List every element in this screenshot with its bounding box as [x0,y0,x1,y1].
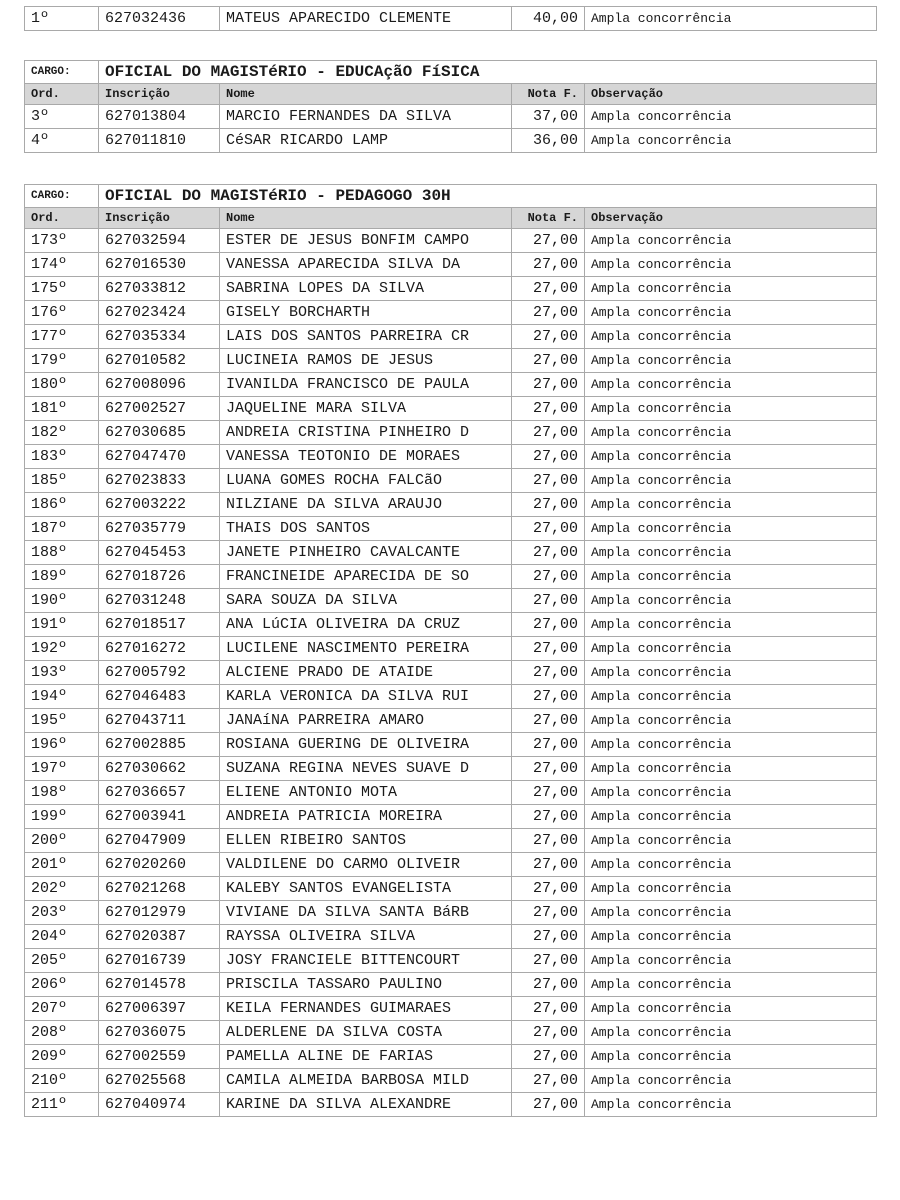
cargo-table [24,184,877,1117]
nome-cell: FRANCINEIDE APARECIDA DE SO [220,565,512,589]
nota-cell: 27,00 [512,229,585,253]
table-row [25,517,877,541]
header-inscricao: Inscrição [99,208,220,229]
observacao-cell: Ampla concorrência [585,709,877,733]
inscricao-cell: 627043711 [99,709,220,733]
observacao-cell: Ampla concorrência [585,685,877,709]
ord-cell: 208º [25,1021,99,1045]
inscricao-cell: 627012979 [99,901,220,925]
ord-cell: 207º [25,997,99,1021]
ord-cell: 188º [25,541,99,565]
observacao-cell: Ampla concorrência [585,925,877,949]
observacao-cell: Ampla concorrência [585,949,877,973]
nome-cell: ROSIANA GUERING DE OLIVEIRA [220,733,512,757]
table-row [25,565,877,589]
nota-cell: 27,00 [512,373,585,397]
table-row [25,349,877,373]
table-row [25,1021,877,1045]
nota-cell: 27,00 [512,1069,585,1093]
nota-cell: 36,00 [512,129,585,153]
table-row [25,925,877,949]
observacao-cell: Ampla concorrência [585,129,877,153]
section-gap [24,153,876,184]
column-header-row [25,208,877,229]
nota-cell: 27,00 [512,565,585,589]
inscricao-cell: 627016272 [99,637,220,661]
table-row [25,805,877,829]
inscricao-cell: 627035334 [99,325,220,349]
table-row [25,493,877,517]
ord-cell: 177º [25,325,99,349]
observacao-cell: Ampla concorrência [585,757,877,781]
nome-cell: ELLEN RIBEIRO SANTOS [220,829,512,853]
nota-cell: 27,00 [512,925,585,949]
nota-cell: 27,00 [512,685,585,709]
nota-cell: 27,00 [512,469,585,493]
inscricao-cell: 627003941 [99,805,220,829]
nome-cell: SABRINA LOPES DA SILVA [220,277,512,301]
ord-cell: 210º [25,1069,99,1093]
nome-cell: MATEUS APARECIDO CLEMENTE [220,7,512,31]
nome-cell: JOSY FRANCIELE BITTENCOURT [220,949,512,973]
table-row [25,877,877,901]
observacao-cell: Ampla concorrência [585,7,877,31]
table-row [25,853,877,877]
ord-cell: 211º [25,1093,99,1117]
inscricao-cell: 627020260 [99,853,220,877]
table-row [25,301,877,325]
ord-cell: 183º [25,445,99,469]
table-row [25,613,877,637]
ord-cell: 193º [25,661,99,685]
nota-cell: 40,00 [512,7,585,31]
nome-cell: GISELY BORCHARTH [220,301,512,325]
cargo-row [25,185,877,208]
table-row [25,325,877,349]
table-row [25,781,877,805]
observacao-cell: Ampla concorrência [585,541,877,565]
ord-cell: 204º [25,925,99,949]
inscricao-cell: 627006397 [99,997,220,1021]
nome-cell: ESTER DE JESUS BONFIM CAMPO [220,229,512,253]
inscricao-cell: 627031248 [99,589,220,613]
nota-cell: 27,00 [512,421,585,445]
nome-cell: SARA SOUZA DA SILVA [220,589,512,613]
inscricao-cell: 627023833 [99,469,220,493]
ord-cell: 4º [25,129,99,153]
nota-cell: 27,00 [512,709,585,733]
nota-cell: 27,00 [512,517,585,541]
ord-cell: 174º [25,253,99,277]
observacao-cell: Ampla concorrência [585,805,877,829]
ord-cell: 206º [25,973,99,997]
nome-cell: THAIS DOS SANTOS [220,517,512,541]
nota-cell: 27,00 [512,829,585,853]
table-row [25,1069,877,1093]
nota-cell: 27,00 [512,877,585,901]
ord-cell: 175º [25,277,99,301]
inscricao-cell: 627035779 [99,517,220,541]
nome-cell: ALCIENE PRADO DE ATAIDE [220,661,512,685]
ord-cell: 187º [25,517,99,541]
ord-cell: 176º [25,301,99,325]
nome-cell: PRISCILA TASSARO PAULINO [220,973,512,997]
observacao-cell: Ampla concorrência [585,853,877,877]
table-row [25,829,877,853]
observacao-cell: Ampla concorrência [585,565,877,589]
ord-cell: 192º [25,637,99,661]
nota-cell: 27,00 [512,997,585,1021]
header-nota: Nota F. [512,84,585,105]
inscricao-cell: 627002559 [99,1045,220,1069]
inscricao-cell: 627025568 [99,1069,220,1093]
observacao-cell: Ampla concorrência [585,301,877,325]
nome-cell: VIVIANE DA SILVA SANTA BáRB [220,901,512,925]
ord-cell: 197º [25,757,99,781]
observacao-cell: Ampla concorrência [585,901,877,925]
observacao-cell: Ampla concorrência [585,1069,877,1093]
inscricao-cell: 627036075 [99,1021,220,1045]
nome-cell: ANA LúCIA OLIVEIRA DA CRUZ [220,613,512,637]
inscricao-cell: 627032436 [99,7,220,31]
ord-cell: 205º [25,949,99,973]
top-table [24,6,877,31]
nome-cell: JANETE PINHEIRO CAVALCANTE [220,541,512,565]
nota-cell: 37,00 [512,105,585,129]
table-row [25,105,877,129]
observacao-cell: Ampla concorrência [585,997,877,1021]
nome-cell: CéSAR RICARDO LAMP [220,129,512,153]
inscricao-cell: 627016530 [99,253,220,277]
nome-cell: RAYSSA OLIVEIRA SILVA [220,925,512,949]
inscricao-cell: 627021268 [99,877,220,901]
inscricao-cell: 627047909 [99,829,220,853]
inscricao-cell: 627047470 [99,445,220,469]
table-row [25,253,877,277]
nota-cell: 27,00 [512,853,585,877]
inscricao-cell: 627030685 [99,421,220,445]
nome-cell: KARINE DA SILVA ALEXANDRE [220,1093,512,1117]
inscricao-cell: 627010582 [99,349,220,373]
table-row [25,129,877,153]
nota-cell: 27,00 [512,949,585,973]
nota-cell: 27,00 [512,301,585,325]
observacao-cell: Ampla concorrência [585,661,877,685]
header-nota: Nota F. [512,208,585,229]
table-row [25,469,877,493]
nota-cell: 27,00 [512,805,585,829]
section-gap [24,31,876,60]
observacao-cell: Ampla concorrência [585,781,877,805]
inscricao-cell: 627002885 [99,733,220,757]
ord-cell: 1º [25,7,99,31]
inscricao-cell: 627008096 [99,373,220,397]
inscricao-cell: 627020387 [99,925,220,949]
ord-cell: 189º [25,565,99,589]
observacao-cell: Ampla concorrência [585,973,877,997]
sections-container [24,31,876,1117]
nota-cell: 27,00 [512,661,585,685]
observacao-cell: Ampla concorrência [585,349,877,373]
nome-cell: LAIS DOS SANTOS PARREIRA CR [220,325,512,349]
nome-cell: CAMILA ALMEIDA BARBOSA MILD [220,1069,512,1093]
table-row [25,445,877,469]
table-row [25,661,877,685]
table-row [25,757,877,781]
observacao-cell: Ampla concorrência [585,493,877,517]
observacao-cell: Ampla concorrência [585,613,877,637]
observacao-cell: Ampla concorrência [585,517,877,541]
nome-cell: PAMELLA ALINE DE FARIAS [220,1045,512,1069]
ord-cell: 182º [25,421,99,445]
ord-cell: 181º [25,397,99,421]
nome-cell: ANDREIA PATRICIA MOREIRA [220,805,512,829]
observacao-cell: Ampla concorrência [585,469,877,493]
inscricao-cell: 627011810 [99,129,220,153]
nota-cell: 27,00 [512,589,585,613]
nome-cell: VANESSA APARECIDA SILVA DA [220,253,512,277]
nota-cell: 27,00 [512,1045,585,1069]
table-row [25,733,877,757]
nome-cell: LUANA GOMES ROCHA FALCãO [220,469,512,493]
ord-cell: 191º [25,613,99,637]
nome-cell: ALDERLENE DA SILVA COSTA [220,1021,512,1045]
table-row [25,901,877,925]
inscricao-cell: 627023424 [99,301,220,325]
ord-cell: 200º [25,829,99,853]
inscricao-cell: 627033812 [99,277,220,301]
nome-cell: ANDREIA CRISTINA PINHEIRO D [220,421,512,445]
nome-cell: IVANILDA FRANCISCO DE PAULA [220,373,512,397]
ord-cell: 173º [25,229,99,253]
observacao-cell: Ampla concorrência [585,421,877,445]
nota-cell: 27,00 [512,397,585,421]
header-ord: Ord. [25,84,99,105]
observacao-cell: Ampla concorrência [585,733,877,757]
observacao-cell: Ampla concorrência [585,373,877,397]
nota-cell: 27,00 [512,973,585,997]
observacao-cell: Ampla concorrência [585,637,877,661]
nota-cell: 27,00 [512,1093,585,1117]
nota-cell: 27,00 [512,253,585,277]
header-nome: Nome [220,208,512,229]
table-row [25,373,877,397]
nome-cell: KEILA FERNANDES GUIMARAES [220,997,512,1021]
cargo-name: OFICIAL DO MAGISTéRIO - PEDAGOGO 30H [99,185,877,208]
table-row [25,997,877,1021]
ord-cell: 190º [25,589,99,613]
observacao-cell: Ampla concorrência [585,229,877,253]
nome-cell: ELIENE ANTONIO MOTA [220,781,512,805]
nota-cell: 27,00 [512,445,585,469]
inscricao-cell: 627002527 [99,397,220,421]
inscricao-cell: 627046483 [99,685,220,709]
ord-cell: 196º [25,733,99,757]
header-inscricao: Inscrição [99,84,220,105]
ord-cell: 180º [25,373,99,397]
nome-cell: KALEBY SANTOS EVANGELISTA [220,877,512,901]
ord-cell: 194º [25,685,99,709]
header-observacao: Observação [585,208,877,229]
nota-cell: 27,00 [512,901,585,925]
observacao-cell: Ampla concorrência [585,445,877,469]
table-row [25,1045,877,1069]
nota-cell: 27,00 [512,781,585,805]
table-row [25,589,877,613]
inscricao-cell: 627013804 [99,105,220,129]
ord-cell: 209º [25,1045,99,1069]
nota-cell: 27,00 [512,493,585,517]
inscricao-cell: 627005792 [99,661,220,685]
header-nome: Nome [220,84,512,105]
table-row [25,397,877,421]
inscricao-cell: 627030662 [99,757,220,781]
observacao-cell: Ampla concorrência [585,1021,877,1045]
observacao-cell: Ampla concorrência [585,253,877,277]
observacao-cell: Ampla concorrência [585,589,877,613]
table-row [25,637,877,661]
inscricao-cell: 627018517 [99,613,220,637]
nota-cell: 27,00 [512,757,585,781]
nome-cell: JAQUELINE MARA SILVA [220,397,512,421]
cargo-name: OFICIAL DO MAGISTéRIO - EDUCAçãO FíSICA [99,61,877,84]
inscricao-cell: 627040974 [99,1093,220,1117]
inscricao-cell: 627016739 [99,949,220,973]
ord-cell: 186º [25,493,99,517]
observacao-cell: Ampla concorrência [585,105,877,129]
ord-cell: 3º [25,105,99,129]
nome-cell: LUCILENE NASCIMENTO PEREIRA [220,637,512,661]
nota-cell: 27,00 [512,637,585,661]
nome-cell: SUZANA REGINA NEVES SUAVE D [220,757,512,781]
table-row [25,973,877,997]
nota-cell: 27,00 [512,277,585,301]
observacao-cell: Ampla concorrência [585,277,877,301]
inscricao-cell: 627018726 [99,565,220,589]
ord-cell: 203º [25,901,99,925]
ord-cell: 179º [25,349,99,373]
nota-cell: 27,00 [512,349,585,373]
inscricao-cell: 627003222 [99,493,220,517]
header-ord: Ord. [25,208,99,229]
table-row [25,229,877,253]
observacao-cell: Ampla concorrência [585,325,877,349]
cargo-label: CARGO: [25,185,99,208]
nome-cell: NILZIANE DA SILVA ARAUJO [220,493,512,517]
inscricao-cell: 627014578 [99,973,220,997]
nome-cell: KARLA VERONICA DA SILVA RUI [220,685,512,709]
table-row [25,1093,877,1117]
inscricao-cell: 627036657 [99,781,220,805]
inscricao-cell: 627045453 [99,541,220,565]
observacao-cell: Ampla concorrência [585,829,877,853]
nota-cell: 27,00 [512,733,585,757]
cargo-row [25,61,877,84]
column-header-row [25,84,877,105]
table-row [25,7,877,31]
table-row [25,541,877,565]
ord-cell: 201º [25,853,99,877]
nota-cell: 27,00 [512,613,585,637]
ord-cell: 199º [25,805,99,829]
nome-cell: LUCINEIA RAMOS DE JESUS [220,349,512,373]
table-row [25,421,877,445]
observacao-cell: Ampla concorrência [585,1093,877,1117]
table-row [25,949,877,973]
ord-cell: 198º [25,781,99,805]
ord-cell: 202º [25,877,99,901]
nome-cell: MARCIO FERNANDES DA SILVA [220,105,512,129]
observacao-cell: Ampla concorrência [585,877,877,901]
table-row [25,277,877,301]
results-document [24,6,876,1117]
observacao-cell: Ampla concorrência [585,1045,877,1069]
ord-cell: 195º [25,709,99,733]
nota-cell: 27,00 [512,325,585,349]
nota-cell: 27,00 [512,1021,585,1045]
nome-cell: VANESSA TEOTONIO DE MORAES [220,445,512,469]
cargo-label: CARGO: [25,61,99,84]
nota-cell: 27,00 [512,541,585,565]
header-observacao: Observação [585,84,877,105]
cargo-table [24,60,877,153]
table-row [25,685,877,709]
observacao-cell: Ampla concorrência [585,397,877,421]
table-row [25,709,877,733]
inscricao-cell: 627032594 [99,229,220,253]
ord-cell: 185º [25,469,99,493]
nome-cell: JANAíNA PARREIRA AMARO [220,709,512,733]
nome-cell: VALDILENE DO CARMO OLIVEIR [220,853,512,877]
